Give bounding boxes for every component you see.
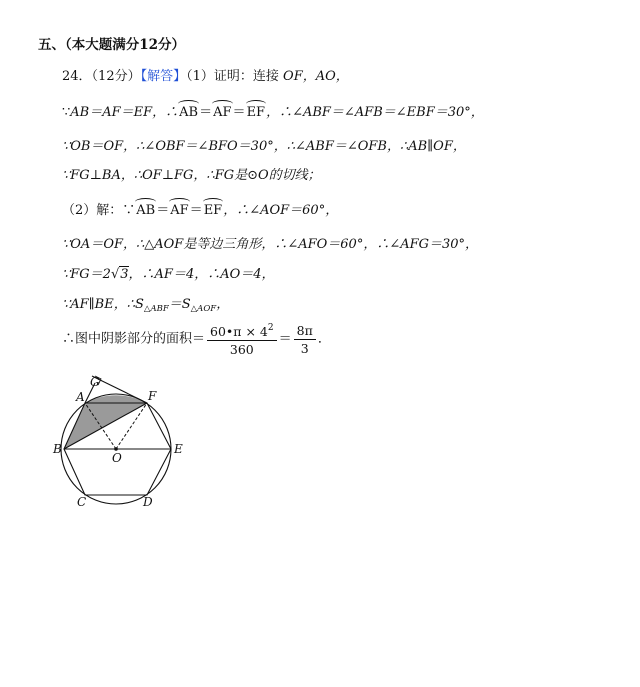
label-c: C [77, 495, 87, 509]
line-ob-of: ∵OB＝OF，∴∠OBF＝∠BFO＝30°，∴∠ABF＝∠OFB，∴AB∥OF， [62, 139, 466, 154]
equal-chords: AB＝AF＝EF，∴ [70, 105, 179, 120]
area-num-exp: 2 [267, 323, 274, 333]
geometry-figure [50, 370, 200, 510]
arc-ab-2: AB [136, 203, 156, 218]
angle-aof: ，∴∠AOF＝60°， [223, 203, 339, 218]
arc-ef: EF [246, 105, 266, 120]
angle-equalities: ，∴∠ABF＝∠AFB＝∠EBF＝30°， [266, 105, 484, 120]
label-e: E [174, 442, 183, 456]
label-g: G [90, 375, 100, 389]
line-area [62, 320, 331, 358]
arc-af-2: AF [170, 203, 189, 218]
area-den2: 3 [300, 340, 309, 356]
because-sign: ∵ [62, 105, 71, 120]
area-fraction-2 [294, 322, 316, 357]
answer-tag: 【解答】 [140, 69, 187, 84]
label-f: F [148, 389, 157, 403]
line-equilateral: ∵OA＝OF，∴△AOF是等边三角形，∴∠AFO＝60°，∴∠AFG＝30°， [62, 237, 479, 252]
af-sub2: △AOF [190, 304, 217, 314]
arc2-eq-1: ＝ [156, 203, 170, 218]
area-eq: ＝ [278, 331, 292, 347]
area-num2: 8π [294, 322, 316, 340]
arc-ef-2: EF [203, 203, 223, 218]
label-o: O [112, 451, 122, 465]
arc-eq-2: ＝ [232, 105, 246, 120]
line-af-be [62, 296, 229, 318]
af-c: ， [216, 297, 230, 312]
part1-intro: （1）证明：连接 [186, 69, 279, 84]
problem-header-line [62, 68, 349, 86]
line-tangent: ∵FG⊥BA，∴OF⊥FG，∴FG是⊙O的切线； [62, 168, 321, 183]
af-a: ∵AF∥BE，∴S [62, 297, 144, 312]
part2-label: （2）解：∵ [62, 203, 136, 218]
af-b: ＝S [168, 297, 191, 312]
fg-root: 3 [120, 267, 129, 282]
line-part2 [62, 202, 338, 220]
area-num: 60•π × 4 [210, 324, 268, 339]
part1-intro-vars: OF，AO， [283, 69, 349, 84]
fg-a: ∵FG＝2 [62, 267, 111, 282]
label-b: B [53, 442, 62, 456]
arc-ab: AB [179, 105, 199, 120]
label-d: D [143, 495, 153, 509]
fg-b: ，∴AF＝4，∴AO＝4， [128, 267, 275, 282]
arc-eq-1: ＝ [199, 105, 213, 120]
area-prefix: ∴图中阴影部分的面积＝ [62, 331, 206, 347]
arc2-eq-2: ＝ [189, 203, 203, 218]
area-fraction-1 [207, 320, 277, 358]
section-title: 五、（本大题满分12分） [38, 37, 186, 53]
arc-af: AF [213, 105, 232, 120]
area-den: 360 [229, 342, 254, 357]
af-sub1: △ABF [143, 304, 169, 314]
area-end: ． [317, 331, 331, 347]
line-equal-arcs [62, 104, 484, 122]
line-fg: ∵FG＝2√3，∴AF＝4，∴AO＝4， [62, 267, 275, 282]
problem-number: 24．（12分） [62, 69, 141, 84]
label-a: A [76, 390, 85, 404]
